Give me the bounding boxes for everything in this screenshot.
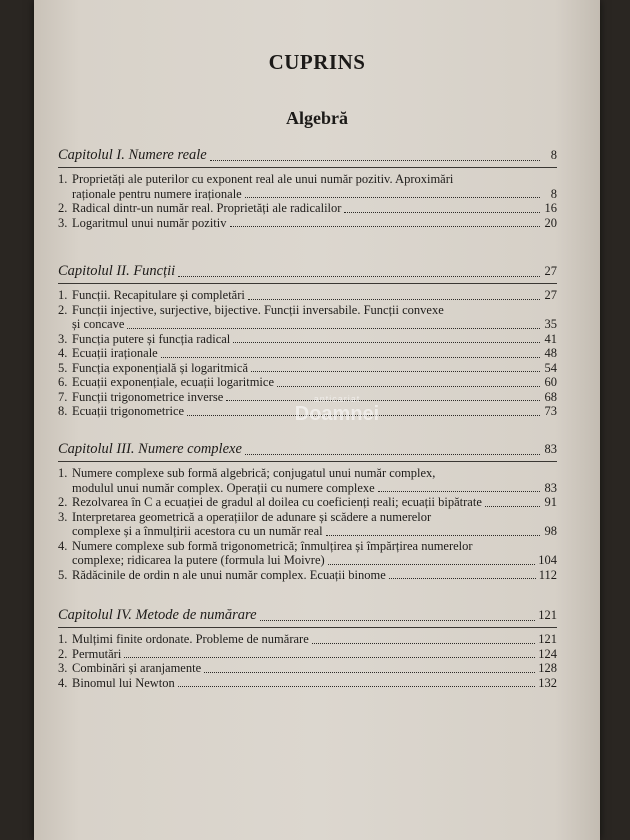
dot-leader (248, 299, 540, 300)
entry-number: 7. (58, 389, 68, 404)
toc-entry (58, 172, 557, 201)
toc-entry (58, 632, 557, 647)
entry-last-line (72, 568, 557, 583)
dot-leader (260, 620, 536, 621)
entry-body (72, 632, 557, 647)
entry-last-line (72, 375, 557, 390)
entry-text: Ecuații trigonometrice (72, 404, 185, 418)
chapter-rule (58, 461, 557, 462)
chapter-4 (58, 606, 557, 690)
entry-body (72, 361, 557, 376)
dot-leader (312, 643, 536, 644)
entry-last-line (72, 495, 557, 510)
entry-page: 83 (544, 480, 557, 495)
entry-last-line (72, 676, 557, 691)
watermark (262, 394, 412, 424)
chapter-rule (58, 283, 557, 284)
dot-leader (124, 657, 535, 658)
entry-last-line (72, 288, 557, 303)
entry-text: raționale pentru numere iraționale (72, 186, 242, 201)
chapter-rule (58, 167, 557, 168)
entry-number: 4. (58, 538, 68, 553)
entry-text: Mulțimi finite ordonate. Probleme de numărare (72, 632, 309, 646)
entry-body (72, 332, 557, 347)
entry-page: 27 (544, 288, 557, 302)
entry-last-line (72, 661, 557, 676)
chapter-title: Capitolul IV. Metode de numărare (58, 607, 257, 623)
dot-leader (161, 357, 540, 358)
entry-body (72, 568, 557, 583)
entry-number: 1. (58, 466, 68, 480)
entry-last-line (72, 332, 557, 347)
entry-body (72, 216, 557, 231)
entry-page: 98 (544, 524, 557, 538)
chapter-title: Capitolul II. Funcții (58, 263, 176, 279)
entry-text: Funcția putere și funcția radical (72, 331, 231, 346)
entry-text: Ecuații exponențiale, ecuații logaritmice (72, 375, 274, 389)
entry-number: 1. (58, 288, 68, 302)
toc-entry (58, 466, 557, 495)
entry-page: 132 (538, 675, 557, 690)
chapter-1 (58, 146, 557, 230)
entry-page: 121 (538, 632, 557, 646)
toc-entry (58, 332, 557, 347)
dot-leader (233, 342, 540, 343)
entry-text: Binomul lui Newton (72, 675, 175, 690)
entry-number: 6. (58, 375, 68, 389)
chapter-page: 121 (538, 608, 557, 622)
chapter-heading (58, 146, 557, 164)
entry-page: 20 (544, 215, 557, 230)
toc-entry (58, 288, 557, 303)
entry-last-line (72, 201, 557, 216)
dot-leader (389, 578, 536, 579)
entry-text: Proprietăți ale puterilor cu exponent real ale unui număr pozitiv. Aproximări (72, 172, 454, 186)
dot-leader (245, 197, 540, 198)
entry-number: 2. (58, 495, 68, 509)
dot-leader (178, 686, 535, 687)
entry-text: Ecuații iraționale (72, 346, 158, 360)
entry-page: 35 (544, 317, 557, 331)
dot-leader (204, 672, 535, 673)
entry-number: 4. (58, 346, 68, 360)
book-page (34, 0, 600, 840)
entry-text: Funcții trigonometrice inverse (72, 389, 224, 404)
entry-text: Funcții injective, surjective, bijective. Funcții inversabile. Funcții convexe (72, 302, 444, 317)
chapter-rule (58, 627, 557, 628)
toc-entry (58, 661, 557, 676)
chapter-title: Capitolul I. Numere reale (58, 147, 207, 163)
dot-leader (178, 276, 540, 277)
entry-text: complexe; ridicarea la putere (formula lui Moivre) (72, 553, 325, 567)
toc-entry (58, 676, 557, 691)
entry-body (72, 466, 557, 495)
dot-leader (485, 506, 540, 507)
dot-leader (210, 160, 540, 161)
entry-page: 104 (538, 553, 557, 567)
entry-number: 2. (58, 201, 68, 215)
entry-body (72, 303, 557, 332)
entry-last-line (72, 317, 557, 332)
toc-entry (58, 303, 557, 332)
toc-entry (58, 568, 557, 583)
chapter-heading (58, 440, 557, 458)
entry-page: 41 (544, 331, 557, 346)
toc-entry (58, 346, 557, 361)
entry-page: 124 (538, 646, 557, 661)
entry-text: Rădăcinile de ordin n ale unui număr complex. Ecuații binome (72, 567, 386, 582)
entry-text: Combinări și aranjamente (72, 661, 202, 675)
entry-number: 3. (58, 215, 68, 230)
entry-number: 1. (58, 632, 68, 646)
chapter-heading (58, 262, 557, 280)
toc-entry (58, 647, 557, 662)
entry-page: 16 (544, 201, 557, 215)
entry-body (72, 201, 557, 216)
dot-leader (344, 212, 540, 213)
entry-number: 8. (58, 404, 68, 418)
entry-last-line (72, 187, 557, 202)
entry-text: Numere complexe sub formă trigonometrică; înmulțirea și împărțirea numerelor (72, 538, 473, 553)
entry-page: 112 (538, 567, 557, 582)
entry-text: Radical dintr-un număr real. Proprietăți ale radicalilor (72, 201, 342, 215)
chapter-page: 83 (544, 442, 557, 456)
toc-entry (58, 201, 557, 216)
dot-leader (251, 371, 540, 372)
entry-body (72, 288, 557, 303)
entry-number: 3. (58, 661, 68, 675)
toc-entry (58, 510, 557, 539)
watermark-line1: anticariat (313, 394, 361, 404)
entry-last-line (72, 647, 557, 662)
toc-entry (58, 539, 557, 568)
dot-leader (245, 454, 540, 455)
entry-last-line (72, 632, 557, 647)
entry-page: 48 (544, 346, 557, 360)
entry-body (72, 539, 557, 568)
entry-text: Logaritmul unui număr pozitiv (72, 215, 227, 230)
entry-last-line (72, 524, 557, 539)
page-title: CUPRINS (268, 50, 366, 74)
entry-number: 1. (58, 172, 68, 186)
dot-leader (277, 386, 540, 387)
chapter-3 (58, 440, 557, 582)
entry-last-line (72, 361, 557, 376)
entry-text: modulul unui număr complex. Operații cu numere complexe (72, 480, 375, 495)
entry-last-line (72, 346, 557, 361)
chapter-page: 8 (550, 148, 557, 162)
entry-number: 2. (58, 646, 68, 661)
chapter-title: Capitolul III. Numere complexe (58, 441, 242, 457)
entry-text: complexe și a înmulțirii acestora cu un număr real (72, 524, 323, 538)
dot-leader (230, 226, 541, 227)
toc-entry (58, 495, 557, 510)
dot-leader (127, 328, 540, 329)
entry-text: Numere complexe sub formă algebrică; conjugatul unui număr complex, (72, 466, 436, 480)
toc-entry (58, 361, 557, 376)
entry-body (72, 172, 557, 201)
entry-text: Interpretarea geometrică a operațiilor de adunare și scădere a numerelor (72, 509, 432, 524)
entry-text: Permutări (72, 646, 122, 661)
entry-text: Rezolvarea în C a ecuației de gradul al doilea cu coeficienți reali; ecuații bipătrate (72, 495, 482, 509)
dot-leader (326, 535, 540, 536)
chapter-page: 27 (544, 264, 557, 278)
entry-last-line (72, 216, 557, 231)
entry-page: 128 (538, 661, 557, 675)
toc-entry (58, 375, 557, 390)
entry-body (72, 647, 557, 662)
entry-text: Funcția exponențială și logaritmică (72, 360, 248, 375)
entry-body (72, 676, 557, 691)
entry-text: Funcții. Recapitulare și completări (72, 288, 245, 302)
entry-body (72, 375, 557, 390)
entry-page: 91 (544, 495, 557, 509)
entry-number: 3. (58, 509, 68, 524)
entry-number: 4. (58, 675, 68, 690)
section-title: Algebră (286, 108, 348, 128)
entry-body (72, 661, 557, 676)
entry-page: 54 (544, 360, 557, 375)
entry-last-line (72, 481, 557, 496)
entry-number: 3. (58, 331, 68, 346)
entry-body (72, 510, 557, 539)
entry-text: și concave (72, 317, 125, 331)
dot-leader (328, 564, 536, 565)
entry-last-line (72, 553, 557, 568)
entry-number: 5. (58, 567, 68, 582)
entry-page: 68 (544, 389, 557, 404)
entry-page: 8 (550, 186, 557, 201)
watermark-line2: Doamnei (294, 403, 380, 425)
chapter-heading (58, 606, 557, 624)
entry-number: 2. (58, 302, 68, 317)
entry-page: 60 (544, 375, 557, 389)
dot-leader (378, 491, 540, 492)
entry-body (72, 346, 557, 361)
toc-entry (58, 216, 557, 231)
entry-page: 73 (544, 404, 557, 418)
entry-body (72, 495, 557, 510)
entry-number: 5. (58, 360, 68, 375)
